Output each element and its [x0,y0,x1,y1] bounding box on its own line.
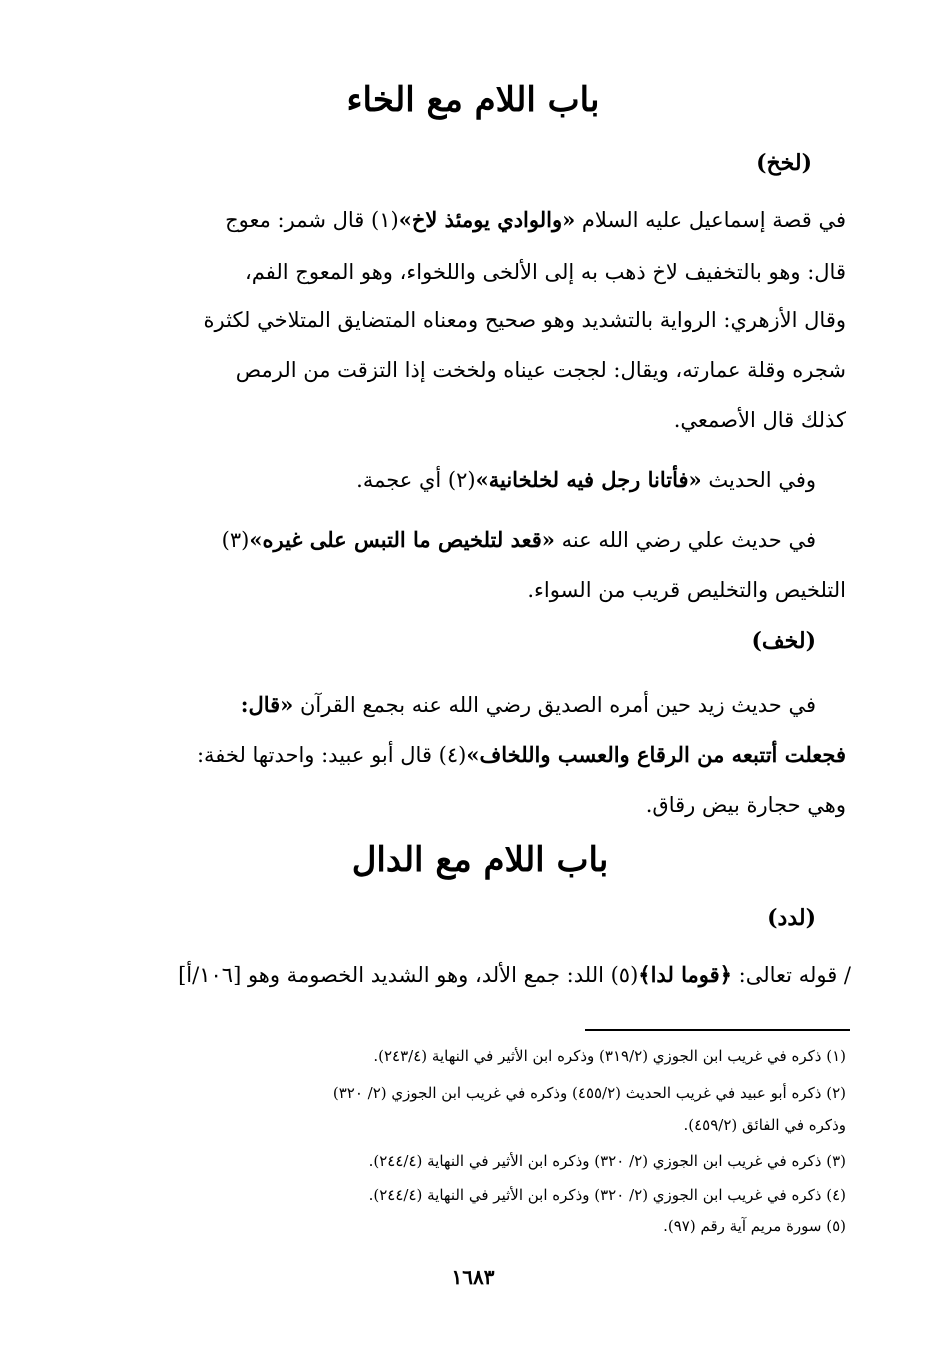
entry-heading: (لخخ) [756,150,812,176]
text-span: (٤) قال أبو عبيد: واحدتها لخفة: [196,743,467,767]
text-span: (١) قال شمر: معوج [225,208,399,232]
footnote: وذكره في الفائق (٤٥٩/٢). [683,1116,846,1134]
page-number: ١٦٨٣ [451,1265,495,1289]
footnote: (٢) ذكره أبو عبيد في غريب الحديث (٤٥٥/٢) وذكره في غريب ابن الجوزي (٢/ ٣٢٠) [332,1084,846,1102]
footnote: (٣) ذكره في غريب ابن الجوزي (٢/ ٣٢٠) وذكره ابن الأثير في النهاية (٢٤٤/٤). [368,1152,846,1170]
text-line [356,465,816,495]
chapter-title: باب اللام مع الخاء [346,80,600,120]
text-line [222,525,816,555]
quote-span: ﴿قوما لدا﴾ [638,962,732,987]
entry-heading: (لدد) [767,905,816,931]
text-span: (٥) اللد: جمع الألد، وهو الشديد الخصومة وهو [241,963,639,987]
entry-heading: (لخف) [751,628,816,654]
text-line: وقال الأزهري: الرواية بالتشديد وهو صحيح ومعناه المتضايق المتلاخي لكثرة [203,308,846,332]
text-line: التلخيص والتخليص قريب من السواء. [527,578,846,602]
quote-span: «فأتانا رجل فيه لخلخانية» [475,467,702,492]
footnote-divider [585,1029,850,1031]
text-span: (٣) [221,528,250,552]
footnote: (٤) ذكره في غريب ابن الجوزي (٢/ ٣٢٠) وذكره ابن الأثير في النهاية (٢٤٤/٤). [368,1186,846,1204]
text-line: كذلك قال الأصمعي. [673,408,846,432]
text-line [197,740,846,770]
footnote: (٥) سورة مريم آية رقم (٩٧). [663,1217,846,1235]
text-line: وهي حجارة بيض رقاق. [645,793,846,817]
text-line: شجره وقلة عمارته، ويقال: لججت عيناه ولخخت إذا التزقت من الرمص [235,358,846,382]
folio-marker: [١٠٦/أ] [178,963,242,987]
quote-span: فجعلت أتتبعه من الرقاع والعسب واللخاف» [466,742,846,767]
text-line: قال: وهو بالتخفيف لاخ ذهب به إلى الألخى واللخواء، وهو المعوج الفم، [245,260,846,284]
text-span: في قصة إسماعيل عليه السلام [575,208,846,232]
text-span: (٢) أي عجمة. [356,468,476,492]
footnote: (١) ذكره في غريب ابن الجوزي (٣١٩/٢) وذكره ابن الأثير في النهاية (٢٤٣/٤). [373,1047,846,1065]
quote-span: «قال: [240,692,294,717]
chapter-title: باب اللام مع الدال [351,840,609,880]
text-span: في حديث علي رضي الله عنه [554,528,816,552]
text-span: وفي الحديث [701,468,816,492]
text-line [225,205,846,235]
text-span: في حديث زيد حين أمره الصديق رضي الله عنه بجمع القرآن [293,693,816,717]
quote-span: «قعد لتلخيص ما التبس على غيره» [249,527,555,552]
text-line [241,690,816,720]
quote-span: «والوادي يومئذ لاخ» [398,207,576,232]
text-line [178,960,851,990]
text-span: / قوله تعالى: [732,963,851,987]
